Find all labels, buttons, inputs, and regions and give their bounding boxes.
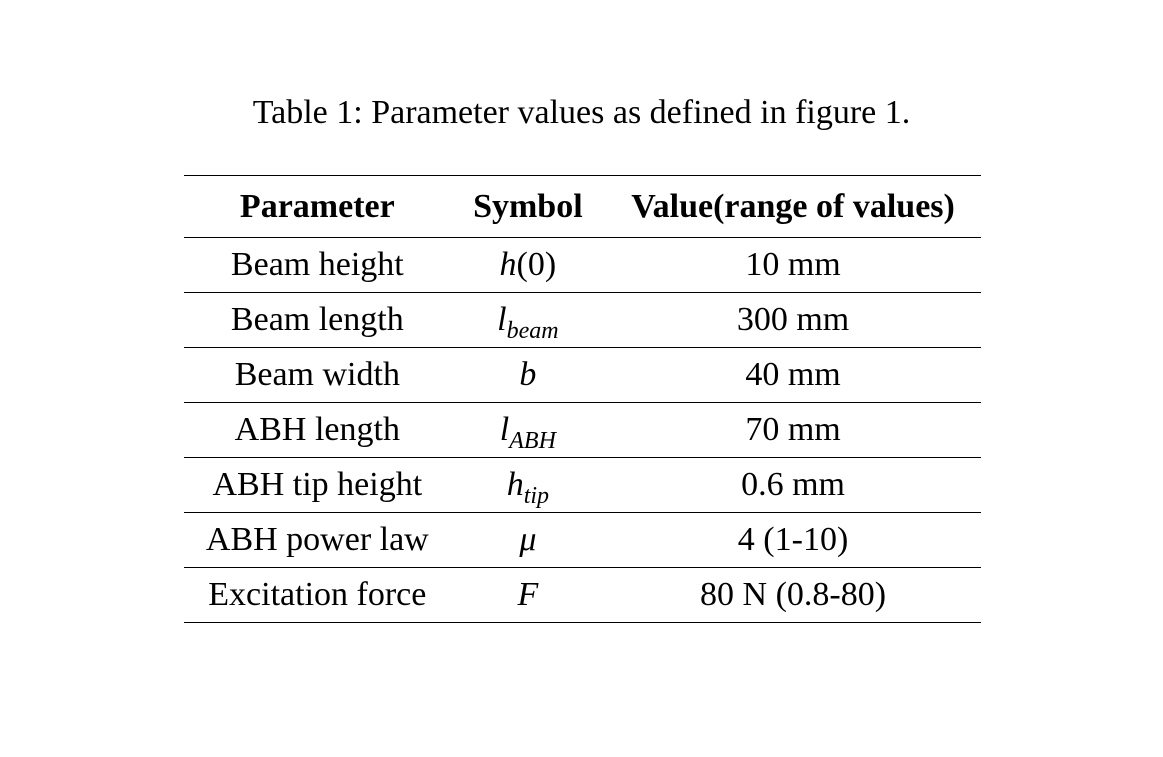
symbol-main: b bbox=[519, 356, 537, 393]
cell-symbol bbox=[451, 568, 605, 623]
table-row bbox=[184, 513, 981, 568]
symbol-main: h bbox=[499, 246, 517, 283]
cell-symbol bbox=[451, 238, 605, 293]
table-row bbox=[184, 458, 981, 513]
table-row bbox=[184, 348, 981, 403]
symbol-subscript: ABH bbox=[509, 428, 556, 454]
cell-value: 80 N (0.8-80) bbox=[700, 576, 887, 613]
cell-parameter: Beam length bbox=[230, 301, 404, 338]
symbol-subscript: beam bbox=[506, 318, 559, 344]
cell-value: 0.6 mm bbox=[741, 466, 845, 503]
symbol-main: F bbox=[517, 576, 539, 613]
cell-symbol bbox=[451, 458, 605, 513]
cell-parameter: Beam height bbox=[230, 246, 404, 283]
parameter-table bbox=[184, 175, 981, 623]
cell-value: 40 mm bbox=[745, 356, 841, 393]
table-row bbox=[184, 568, 981, 623]
symbol-main: l bbox=[499, 411, 510, 448]
table-row bbox=[184, 293, 981, 348]
cell-value: 4 (1-10) bbox=[737, 521, 849, 558]
cell-value: 300 mm bbox=[736, 301, 850, 338]
cell-symbol bbox=[451, 293, 605, 348]
table-caption: Table 1: Parameter values as defined in figure 1. bbox=[252, 94, 911, 131]
cell-parameter: Beam width bbox=[234, 356, 400, 393]
cell-parameter: ABH length bbox=[234, 411, 400, 448]
header-value: Value(range of values) bbox=[631, 187, 955, 225]
cell-symbol bbox=[451, 403, 605, 458]
cell-parameter: ABH power law bbox=[205, 521, 429, 558]
cell-value: 10 mm bbox=[745, 246, 841, 283]
table-row bbox=[184, 238, 981, 293]
symbol-main: l bbox=[497, 301, 507, 338]
table-row bbox=[184, 403, 981, 458]
symbol-main: μ bbox=[519, 521, 537, 558]
header-symbol: Symbol bbox=[473, 187, 583, 225]
table-header-row bbox=[184, 176, 981, 238]
header-parameter: Parameter bbox=[239, 187, 395, 225]
cell-parameter: ABH tip height bbox=[212, 466, 423, 503]
cell-parameter: Excitation force bbox=[208, 576, 427, 613]
cell-value: 70 mm bbox=[745, 411, 841, 448]
cell-symbol bbox=[451, 513, 605, 568]
cell-symbol bbox=[451, 348, 605, 403]
symbol-subscript: tip bbox=[523, 483, 550, 509]
symbol-rest: (0) bbox=[516, 246, 557, 283]
symbol-main: h bbox=[506, 466, 524, 503]
